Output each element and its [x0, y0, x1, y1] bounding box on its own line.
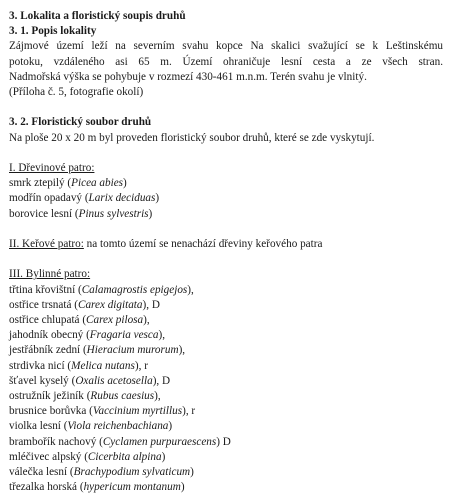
species-latin-name: Vaccinium myrtillus — [92, 405, 183, 418]
species-item: brambořík nachový (Cyclamen purpuraescens) D — [9, 435, 231, 448]
species-common-name: jestřábník zední — [9, 344, 81, 357]
species-common-name: borovice lesní — [9, 207, 73, 220]
species-common-name: strdivka nicí — [9, 359, 65, 372]
species-item: jahodník obecný (Fragaria vesca), — [9, 329, 165, 342]
species-item: ostružník ježiník (Rubus caesius), — [9, 390, 161, 403]
species-item: strdivka nicí (Melica nutans), r — [9, 359, 148, 372]
species-latin-name: Cyclamen purpuraescens — [102, 435, 217, 448]
tree-layer-heading: I. Dřevinové patro: — [9, 162, 95, 174]
species-latin-name: Picea abies — [71, 177, 124, 190]
locality-line-1: Zájmové území leží na severním svahu kopce Na skalici svažující se k Leštinskému — [9, 40, 443, 53]
spacer — [9, 100, 443, 115]
species-item: třtina křovištní (Calamagrostis epigejos), — [9, 283, 194, 296]
locality-line-4: (Příloha č. 5, fotografie okolí) — [9, 86, 144, 99]
species-item: borovice lesní (Pinus sylvestris) — [9, 207, 153, 220]
species-note: , — [182, 344, 186, 357]
species-latin-name: Oxalis acetosella — [75, 374, 153, 387]
species-note: , — [191, 283, 194, 296]
species-latin-name: Hieracium murorum — [86, 344, 179, 357]
species-common-name: brusnice borůvka — [9, 405, 87, 418]
species-item: violka lesní (Viola reichenbachiana) — [9, 420, 173, 433]
species-common-name: šťavel kyselý — [9, 374, 69, 387]
spacer — [9, 146, 443, 161]
species-common-name: brambořík nachový — [9, 435, 97, 448]
flora-intro: Na ploše 20 x 20 m byl proveden floristický soubor druhů, které se zde vyskytují. — [9, 131, 375, 144]
locality-line-2: potoku, vzdáleného asi 65 m. Území ohraničuje lesní cesta a ze všech stran. — [9, 55, 443, 68]
species-item: modřín opadavý (Larix deciduas) — [9, 192, 160, 205]
shrub-layer-heading: II. Keřové patro: — [9, 238, 84, 250]
species-note: , r — [138, 359, 148, 372]
spacer — [9, 252, 443, 267]
species-latin-name: Carex pilosa — [86, 314, 144, 326]
species-item: válečka lesní (Brachypodium sylvaticum) — [9, 466, 194, 479]
spacer — [9, 222, 443, 237]
species-item: brusnice borůvka (Vaccinium myrtillus), r — [9, 405, 196, 418]
species-latin-name: Fragaria vesca — [89, 329, 159, 342]
species-latin-name: Pinus sylvestris — [78, 207, 149, 220]
species-note: , — [162, 329, 165, 342]
species-item: ostřice trsnatá (Carex digitata), D — [9, 298, 160, 311]
tree-species-list — [9, 176, 443, 222]
species-note: D — [219, 435, 231, 448]
species-note: , r — [185, 405, 196, 418]
species-common-name: jahodník obecný — [9, 329, 84, 342]
species-common-name: ostřice chlupatá — [9, 314, 80, 326]
herb-species-list — [9, 283, 443, 496]
species-latin-name: Viola reichenbachiana — [67, 420, 169, 433]
species-latin-name: Melica nutans — [71, 359, 135, 372]
species-item: šťavel kyselý (Oxalis acetosella), D — [9, 374, 171, 387]
species-common-name: třezalka horská — [9, 481, 78, 494]
species-item: ostřice chlupatá (Carex pilosa), — [9, 314, 150, 326]
species-common-name: modřín opadavý — [9, 192, 83, 205]
species-latin-name: Larix deciduas — [88, 192, 156, 205]
locality-line-3: Nadmořská výška se pohybuje v rozmezí 430-461 m.n.m. Terén svahu je vlnitý. — [9, 70, 367, 83]
subsection-title-flora: 3. 2. Floristický soubor druhů — [9, 116, 152, 129]
species-item: jestřábník zední (Hieracium murorum), — [9, 344, 186, 357]
herb-layer-heading: III. Bylinné patro: — [9, 268, 91, 281]
species-note: , — [157, 390, 161, 403]
species-latin-name: hypericum montanum — [83, 481, 181, 494]
species-item: mléčivec alpský (Cicerbita alpina) — [9, 450, 166, 463]
species-note: , — [146, 314, 150, 326]
document-page — [9, 9, 443, 495]
species-common-name: válečka lesní — [9, 466, 68, 479]
species-common-name: violka lesní — [9, 420, 61, 433]
species-latin-name: Cicerbita alpina — [87, 450, 162, 463]
species-note: , D — [156, 374, 171, 387]
species-latin-name: Calamagrostis epigejos — [81, 283, 188, 296]
species-latin-name: Brachypodium sylvaticum — [73, 466, 191, 479]
species-item: třezalka horská (hypericum montanum) — [9, 481, 185, 494]
shrub-layer-text: na tomto území se nenachází dřeviny keřového patra — [83, 238, 323, 250]
subsection-title-locality: 3. 1. Popis lokality — [9, 25, 97, 38]
species-common-name: ostřice trsnatá — [9, 298, 72, 311]
species-common-name: třtina křovištní — [9, 283, 76, 296]
species-item: smrk ztepilý (Picea abies) — [9, 177, 127, 190]
species-latin-name: Rubus caesius — [90, 390, 155, 403]
species-common-name: smrk ztepilý — [9, 177, 65, 190]
species-latin-name: Carex digitata — [77, 298, 143, 311]
species-common-name: ostružník ježiník — [9, 390, 84, 403]
section-heading: 3. Lokalita a floristický soupis druhů — [9, 10, 186, 22]
species-common-name: mléčivec alpský — [9, 450, 82, 463]
shrub-layer-line — [9, 237, 443, 252]
species-note: , D — [146, 298, 160, 311]
